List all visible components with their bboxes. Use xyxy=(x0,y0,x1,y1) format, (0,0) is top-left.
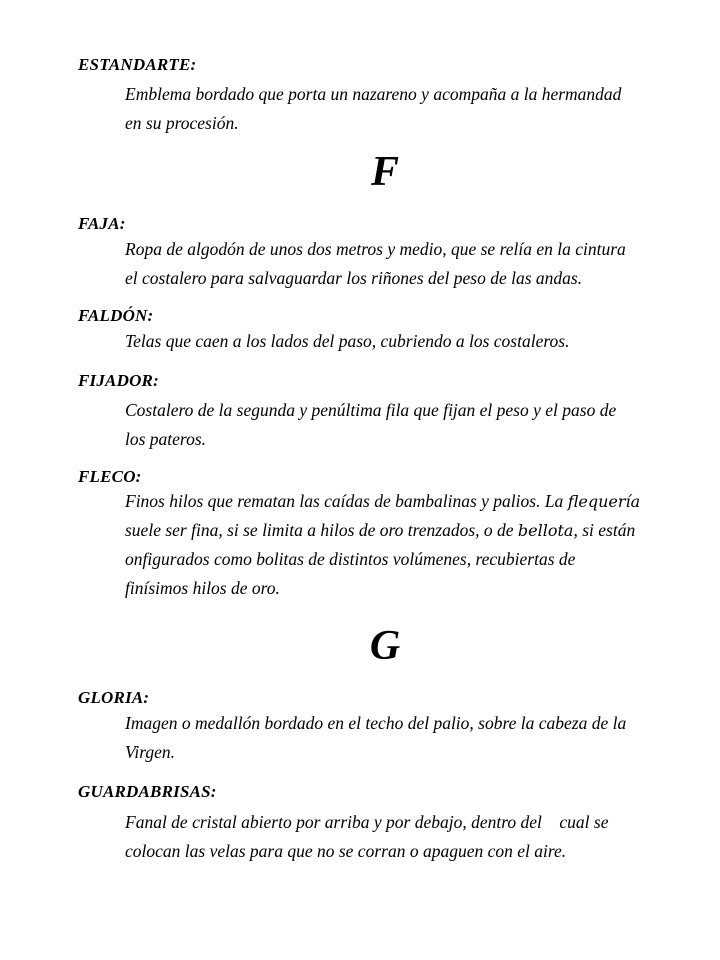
entry-faldon xyxy=(78,306,698,356)
entry-term: FALDÓN: xyxy=(78,306,154,325)
entry-definition xyxy=(125,808,690,866)
definition-line: los pateros. xyxy=(125,429,207,449)
entry-definition xyxy=(125,327,690,356)
entry-term: FIJADOR: xyxy=(78,371,159,390)
definition-line: Emblema bordado que porta un nazareno y acompaña a la hermandad xyxy=(125,84,622,104)
definition-line xyxy=(125,516,690,545)
definition-text: , si están xyxy=(573,520,636,540)
entry-term: GLORIA: xyxy=(78,688,150,707)
definition-line: Fanal de cristal abierto por arriba y por debajo, dentro del cual se xyxy=(125,812,609,832)
section-letter-g: G xyxy=(369,623,401,669)
entry-term: FAJA: xyxy=(78,214,126,233)
entry-definition xyxy=(125,396,690,454)
entry-term: ESTANDARTE: xyxy=(78,55,197,74)
emphasized-term: bellota xyxy=(517,521,574,540)
entry-fijador xyxy=(78,371,698,454)
definition-line: Virgen. xyxy=(125,742,176,762)
entry-fleco xyxy=(78,467,698,603)
definition-line: colocan las velas para que no se corran o apaguen con el aire. xyxy=(125,841,567,861)
entry-definition xyxy=(125,235,690,293)
definition-text: Finos hilos que rematan las caídas de bambalinas y palios. La xyxy=(125,491,568,511)
entry-guardabrisas xyxy=(78,782,698,866)
definition-line: Telas que caen a los lados del paso, cubriendo a los costaleros. xyxy=(125,331,570,351)
entry-gloria xyxy=(78,688,698,767)
definition-line: onfigurados como bolitas de distintos volúmenes, recubiertas de xyxy=(125,549,576,569)
section-letter-f: F xyxy=(370,149,399,195)
definition-line: Ropa de algodón de unos dos metros y medio, que se relía en la cintura xyxy=(125,239,626,259)
entry-definition xyxy=(125,80,690,138)
entry-term: GUARDABRISAS: xyxy=(78,782,217,801)
definition-line: Costalero de la segunda y penúltima fila que fijan el peso y el paso de xyxy=(125,400,617,420)
entry-definition xyxy=(125,487,690,603)
definition-text: suele ser fina, si se limita a hilos de oro trenzados, o de xyxy=(125,520,518,540)
entry-term: FLECO: xyxy=(78,467,142,486)
definition-line: finísimos hilos de oro. xyxy=(125,578,280,598)
emphasized-term: flequería xyxy=(567,492,641,511)
definition-line: en su procesión. xyxy=(125,113,239,133)
definition-line: Imagen o medallón bordado en el techo del palio, sobre la cabeza de la xyxy=(125,713,627,733)
definition-line xyxy=(125,487,690,516)
entry-definition xyxy=(125,709,690,767)
definition-line: el costalero para salvaguardar los riñones del peso de las andas. xyxy=(125,268,583,288)
entry-faja xyxy=(78,214,698,293)
entry-estandarte xyxy=(78,55,698,138)
